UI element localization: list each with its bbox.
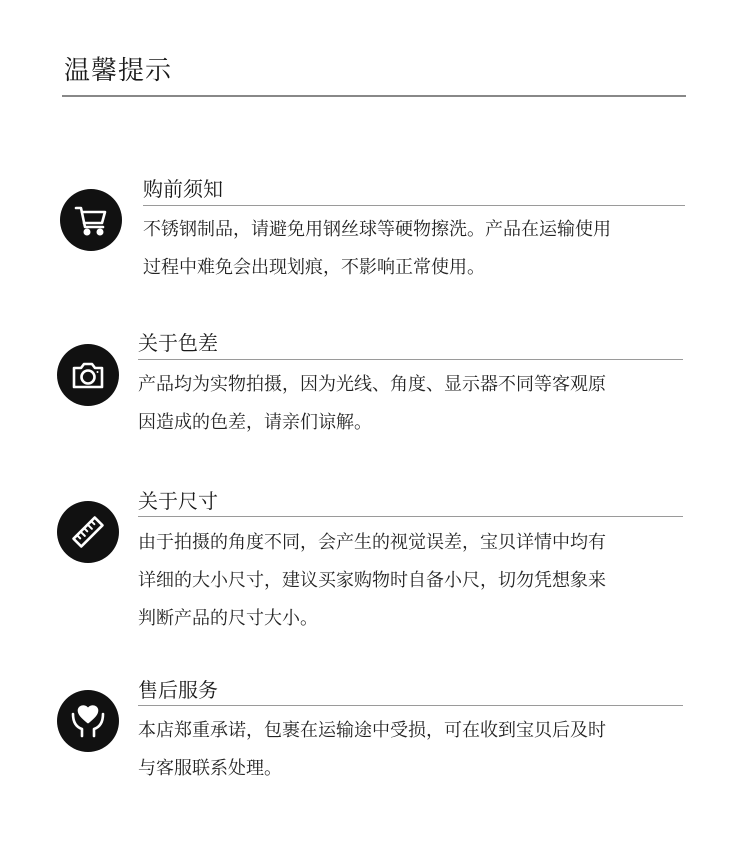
shopping-cart-icon xyxy=(60,189,122,251)
body-line: 详细的大小尺寸，建议买家购物时自备小尺，切勿凭想象来 xyxy=(138,570,606,591)
body-line: 判断产品的尺寸大小。 xyxy=(138,608,318,629)
section-divider xyxy=(138,705,683,706)
body-line: 本店郑重承诺，包裹在运输途中受损，可在收到宝贝后及时 xyxy=(138,720,606,741)
body-line: 过程中难免会出现划痕，不影响正常使用。 xyxy=(143,257,485,278)
page-title: 温馨提示 xyxy=(64,56,173,86)
section-body-after-sales xyxy=(138,712,683,788)
section-divider xyxy=(143,205,685,206)
body-line: 不锈钢制品，请避免用钢丝球等硬物擦洗。产品在运输使用 xyxy=(143,219,611,240)
body-line: 与客服联系处理。 xyxy=(138,758,282,779)
section-heading-after-sales: 售后服务 xyxy=(138,678,218,702)
body-line: 因造成的色差，请亲们谅解。 xyxy=(138,412,372,433)
heart-hands-icon xyxy=(57,690,119,752)
camera-icon xyxy=(57,344,119,406)
section-body-size xyxy=(138,524,683,638)
section-heading-before-purchase: 购前须知 xyxy=(143,177,223,201)
section-heading-color-difference: 关于色差 xyxy=(138,331,218,355)
body-line: 产品均为实物拍摄，因为光线、角度、显示器不同等客观原 xyxy=(138,374,606,395)
section-body-color-difference xyxy=(138,366,683,442)
body-line: 由于拍摄的角度不同，会产生的视觉误差，宝贝详情中均有 xyxy=(138,532,606,553)
section-divider xyxy=(138,359,683,360)
title-divider xyxy=(62,95,686,97)
section-heading-size: 关于尺寸 xyxy=(138,489,218,513)
section-divider xyxy=(138,516,683,517)
ruler-icon xyxy=(57,501,119,563)
section-body-before-purchase xyxy=(143,211,688,287)
